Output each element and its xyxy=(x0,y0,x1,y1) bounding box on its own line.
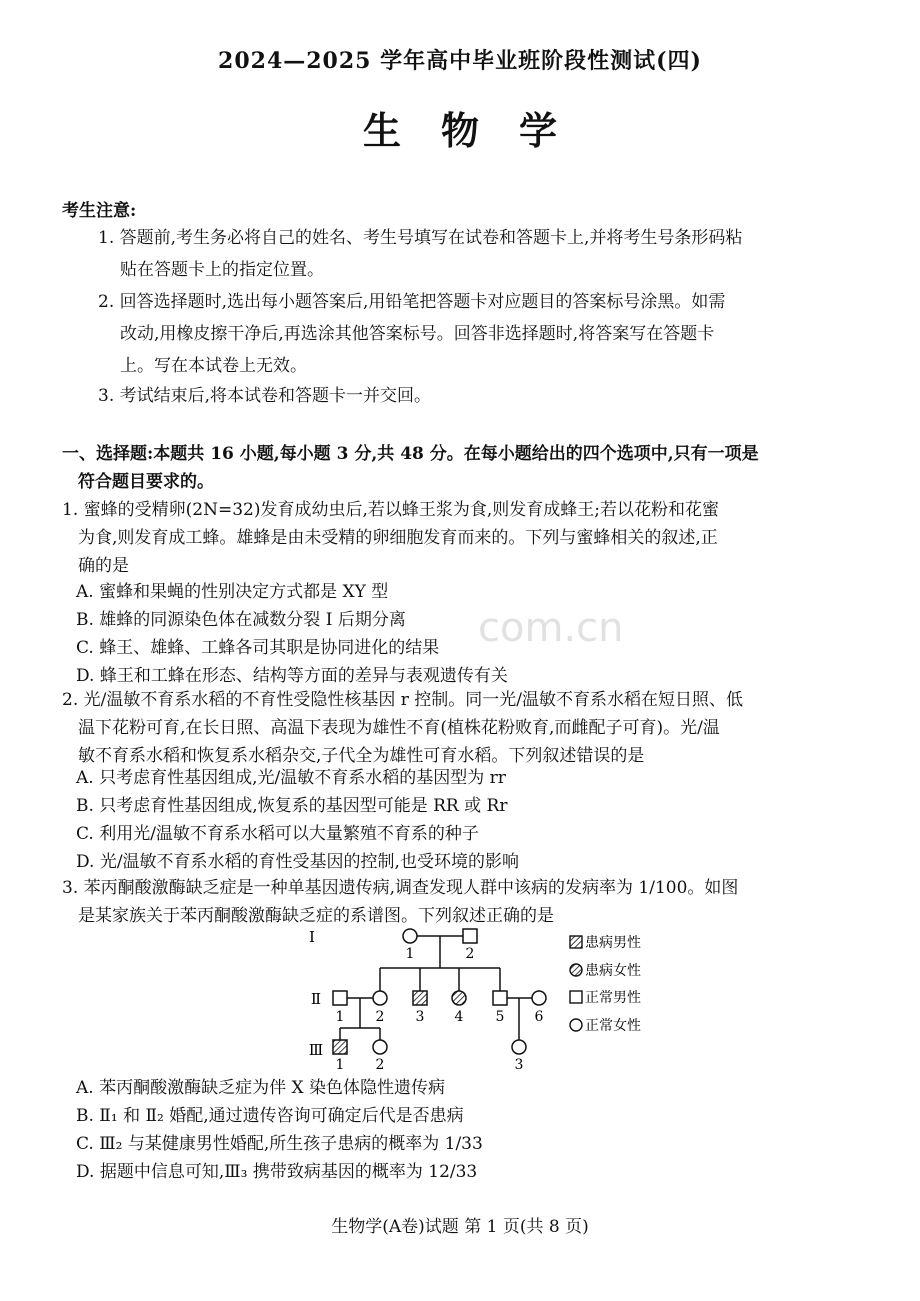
option-c: C. 蜂王、雄蜂、工蜂各司其职是协同进化的结果 xyxy=(76,638,440,658)
stem-line: 为食,则发育成工蜂。雄蜂是由未受精的卵细胞发育而来的。下列与蜜蜂相关的叙述,正 xyxy=(78,528,718,548)
legend-label: 患病女性 xyxy=(585,963,641,979)
stem-line: 敏不育系水稻和恢复系水稻杂交,子代全为雄性可育水稻。下列叙述错误的是 xyxy=(78,746,645,766)
individual-number: 2 xyxy=(375,1009,385,1025)
notice-line: 3. 考试结束后,将本试卷和答题卡一并交回。 xyxy=(98,386,432,406)
normal-female-symbol xyxy=(532,991,546,1005)
question-1-stem xyxy=(62,496,892,580)
normal-male-symbol xyxy=(333,991,347,1005)
stem-line: 温下花粉可育,在长日照、高温下表现为雄性不育(植株花粉败育,而雌配子可育)。光/温 xyxy=(78,718,720,738)
individual-number: 2 xyxy=(375,1057,385,1072)
notice-item-1 xyxy=(98,222,888,286)
exam-title: 2024—2025 学年高中毕业班阶段性测试(四) xyxy=(218,48,702,74)
legend-label: 正常女性 xyxy=(585,1018,641,1034)
stem-line: 确的是 xyxy=(78,556,129,576)
individual-number: 1 xyxy=(405,946,415,962)
individual-number: 2 xyxy=(465,946,475,962)
generation-label: Ⅱ xyxy=(310,990,322,1008)
option-d: D. 光/温敏不育系水稻的育性受基因的控制,也受环境的影响 xyxy=(76,852,519,872)
individual-number: 1 xyxy=(335,1009,345,1025)
option-b: B. 雄蜂的同源染色体在减数分裂 Ⅰ 后期分离 xyxy=(76,610,406,630)
normal-male-symbol xyxy=(493,991,507,1005)
legend-affected-female-symbol xyxy=(570,964,582,976)
notice-item-3 xyxy=(98,380,888,412)
generation-label: Ⅰ xyxy=(309,928,315,946)
legend-affected-male-symbol xyxy=(570,936,582,948)
notice-line: 改动,用橡皮擦干净后,再选涂其他答案标号。回答非选择题时,将答案写在答题卡 xyxy=(120,324,715,344)
question-2-stem xyxy=(62,686,892,770)
option-a: A. 蜜蜂和果蝇的性别决定方式都是 XY 型 xyxy=(76,582,389,602)
legend-label: 正常男性 xyxy=(585,990,641,1006)
section-line: 一、选择题:本题共 16 小题,每小题 3 分,共 48 分。在每小题给出的四个选项中,只有一项是 xyxy=(62,444,759,464)
legend-normal-male-symbol xyxy=(570,991,582,1003)
option-d: D. 据题中信息可知,Ⅲ₃ 携带致病基因的概率为 12/33 xyxy=(76,1162,478,1182)
affected-female-symbol xyxy=(452,991,466,1005)
question-3-options xyxy=(76,1074,876,1186)
individual-number: 3 xyxy=(415,1009,425,1025)
generation-label: Ⅲ xyxy=(308,1041,324,1059)
subject-title: 生物学 xyxy=(362,108,597,153)
individual-number: 3 xyxy=(514,1057,524,1072)
stem-line: 1. 蜜蜂的受精卵(2N=32)发育成幼虫后,若以蜂王浆为食,则发育成蜂王;若以花粉和花蜜 xyxy=(62,500,719,520)
notice-line: 2. 回答选择题时,选出每小题答案后,用铅笔把答题卡对应题目的答案标号涂黑。如需 xyxy=(98,292,726,312)
notice-heading: 考生注意: xyxy=(62,201,137,221)
stem-line: 2. 光/温敏不育系水稻的不育性受隐性核基因 r 控制。同一光/温敏不育系水稻在短日照、低 xyxy=(62,690,744,710)
affected-male-symbol xyxy=(413,991,427,1005)
individual-number: 5 xyxy=(495,1009,505,1025)
option-a: A. 只考虑育性基因组成,光/温敏不育系水稻的基因型为 rr xyxy=(76,768,506,788)
notice-line: 贴在答题卡上的指定位置。 xyxy=(120,260,324,280)
page-footer: 生物学(A卷)试题 第 1 页(共 8 页) xyxy=(331,1217,589,1237)
notice-line: 1. 答题前,考生务必将自己的姓名、考生号填写在试卷和答题卡上,并将考生号条形码粘 xyxy=(98,228,743,248)
normal-female-symbol xyxy=(373,1040,387,1054)
option-a: A. 苯丙酮酸激酶缺乏症为伴 X 染色体隐性遗传病 xyxy=(76,1078,445,1098)
normal-female-symbol xyxy=(373,991,387,1005)
legend-normal-female-symbol xyxy=(570,1019,582,1031)
pedigree-diagram xyxy=(300,922,670,1072)
normal-female-symbol xyxy=(512,1040,526,1054)
watermark: com.cn xyxy=(478,605,624,651)
legend-label: 患病男性 xyxy=(585,935,641,951)
stem-line: 是某家族关于苯丙酮酸激酶缺乏症的系谱图。下列叙述正确的是 xyxy=(78,906,554,926)
stem-line: 3. 苯丙酮酸激酶缺乏症是一种单基因遗传病,调查发现人群中该病的发病率为 1/100。如图 xyxy=(62,878,739,898)
question-1-options xyxy=(76,578,876,690)
notice-item-2 xyxy=(98,286,888,382)
option-c: C. Ⅲ₂ 与某健康男性婚配,所生孩子患病的概率为 1/33 xyxy=(76,1134,483,1154)
section-line: 符合题目要求的。 xyxy=(78,472,214,492)
normal-male-symbol xyxy=(463,929,477,943)
option-b: B. 只考虑育性基因组成,恢复系的基因型可能是 RR 或 Rr xyxy=(76,796,508,816)
question-2-options xyxy=(76,764,876,876)
individual-number: 1 xyxy=(335,1057,345,1072)
notice-line: 上。写在本试卷上无效。 xyxy=(120,356,307,376)
affected-male-symbol xyxy=(333,1040,347,1054)
option-b: B. Ⅱ₁ 和 Ⅱ₂ 婚配,通过遗传咨询可确定后代是否患病 xyxy=(76,1106,464,1126)
individual-number: 4 xyxy=(454,1009,464,1025)
option-c: C. 利用光/温敏不育系水稻可以大量繁殖不育系的种子 xyxy=(76,824,479,844)
section-heading xyxy=(62,440,882,496)
option-d: D. 蜂王和工蜂在形态、结构等方面的差异与表观遗传有关 xyxy=(76,666,508,686)
normal-female-symbol xyxy=(403,929,417,943)
individual-number: 6 xyxy=(534,1009,544,1025)
